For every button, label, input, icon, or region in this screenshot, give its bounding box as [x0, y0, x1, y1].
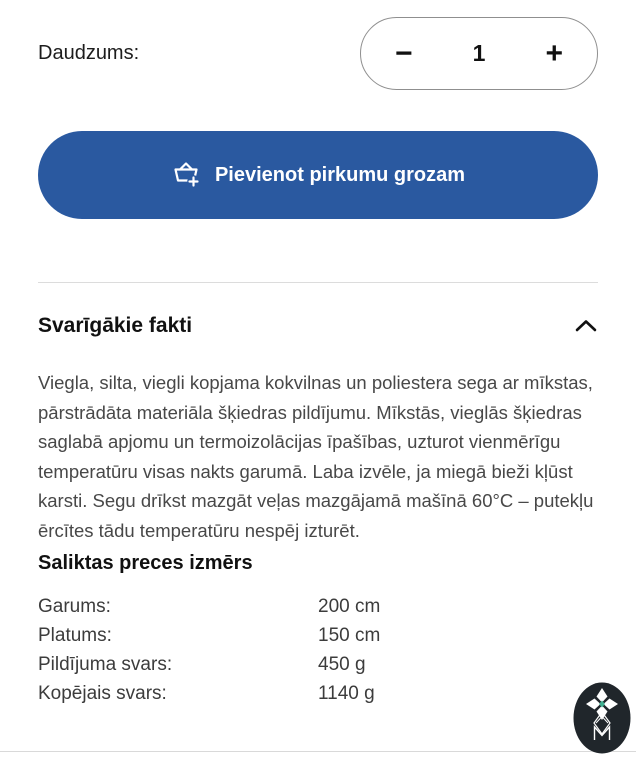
dimensions-table [38, 592, 598, 708]
table-row [38, 650, 598, 679]
increase-quantity-button[interactable]: + [537, 39, 571, 69]
facts-title: Svarīgākie fakti [38, 314, 193, 337]
section-divider [38, 282, 598, 283]
dimension-value: 200 cm [318, 596, 381, 617]
dimension-label: Platums: [38, 625, 112, 646]
dimension-label: Pildījuma svars: [38, 654, 173, 675]
watermark-logo-icon [573, 682, 631, 754]
add-to-cart-label: Pievienot pirkumu grozam [214, 163, 466, 186]
dimensions-title: Saliktas preces izmērs [38, 552, 253, 574]
quantity-label: Daudzums: [38, 42, 140, 64]
table-row [38, 592, 598, 621]
add-to-cart-button[interactable] [38, 131, 598, 219]
basket-plus-icon [171, 160, 201, 190]
table-row [38, 621, 598, 650]
decrease-quantity-button[interactable]: − [387, 39, 421, 69]
dimension-value: 450 g [318, 654, 366, 675]
facts-description: Viegla, silta, viegli kopjama kokvilnas un poliestera sega ar mīkstas, pārstrādāta materiāla šķiedras pildījumu. Mīkstās, vieglās šķiedras saglabā apjomu un termoizolācijas īpašības, uzturot vienmērīgu temperatūru visas nakts garumā. Laba izvēle, ja miegā bieži kļūst karsti. Segu drīkst mazgāt veļas mazgājamā mašīnā 60°C – putekļu ērcītes tādu temperatūru nespēj izturēt. [38, 372, 594, 541]
quantity-row [38, 17, 598, 90]
dimension-label: Kopējais svars: [38, 683, 167, 704]
quantity-value: 1 [472, 40, 486, 66]
quantity-stepper [360, 17, 598, 90]
dimension-value: 150 cm [318, 625, 381, 646]
dimension-label: Garums: [38, 596, 111, 617]
dimension-value: 1140 g [318, 683, 375, 704]
table-row [38, 679, 598, 708]
facts-accordion-header[interactable] [38, 314, 598, 338]
chevron-up-icon [574, 316, 598, 336]
bottom-divider [0, 751, 636, 752]
